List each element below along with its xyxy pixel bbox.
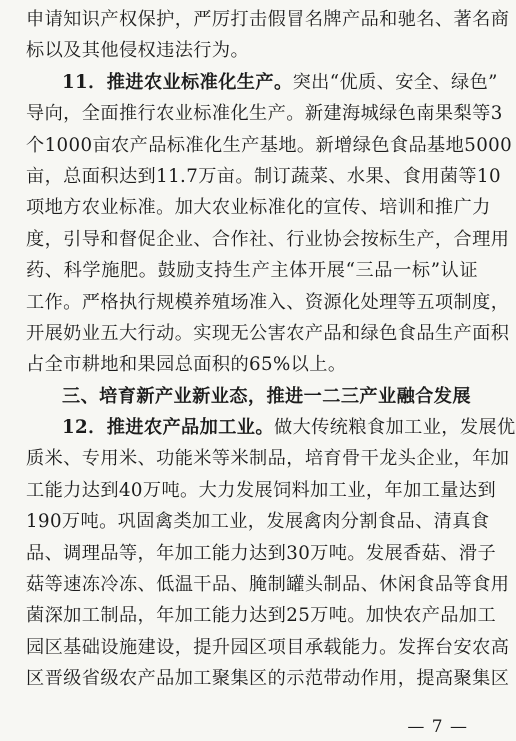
page-number: — 7 — <box>407 717 468 737</box>
text-line: 标以及其他侵权违法行为。 <box>26 40 250 62</box>
text-line: 190万吨。巩固禽类加工业，发展禽肉分割食品、清真食 <box>26 511 490 533</box>
text-line: 个1000亩农产品标准化生产基地。新增绿色食品基地5000 <box>26 134 513 156</box>
item-12-first-line <box>26 412 516 443</box>
text-line: 度，引导和督促企业、合作社、行业协会按标生产，合理用 <box>26 228 510 250</box>
item-12-title: 12．推进农产品加工业。 <box>62 417 274 439</box>
text-line: 品、调理品等，年加工能力达到30万吨。发展香菇、滑子 <box>26 542 497 564</box>
item-11-text: 突出“优质、安全、绿色” <box>292 71 498 93</box>
text-line: 申请知识产权保护，严厉打击假冒名牌产品和驰名、著名商 <box>26 9 510 30</box>
text-line: 工作。严格执行规模养殖场准入、资源化处理等五项制度， <box>26 291 510 313</box>
text-line: 区晋级省级农产品加工聚集区的示范带动作用，提高聚集区 <box>26 668 510 690</box>
item-11-first-line <box>26 67 498 98</box>
text-line: 亩，总面积达到11.7万亩。制订蔬菜、水果、食用菌等10 <box>26 165 501 187</box>
text-line: 药、科学施肥。鼓励支持生产主体开展“三品一标”认证 <box>26 260 478 282</box>
text-line: 园区基础设施建设，提升园区项目承载能力。发挥台安农高 <box>26 636 510 658</box>
text-line: 项地方农业标准。加大农业标准化的宣传、培训和推广力 <box>26 197 491 219</box>
item-11-title: 11．推进农业标准化生产。 <box>62 71 293 93</box>
text-line: 占全市耕地和果园总面积的65%以上。 <box>26 354 347 376</box>
item-12-text: 做大传统粮食加工业，发展优 <box>274 417 516 439</box>
text-line: 开展奶业五大行动。实现无公害农产品和绿色食品生产面积 <box>26 322 510 344</box>
text-line: 菇等速冻冷冻、低温干品、腌制罐头制品、休闲食品等食用 <box>26 574 510 596</box>
text-line: 导向，全面推行农业标准化生产。新建海城绿色南果梨等3 <box>26 103 503 125</box>
section-heading: 三、培育新产业新业态，推进一二三产业融合发展 <box>62 385 471 407</box>
text-line: 菌深加工制品，年加工能力达到25万吨。加快农产品加工 <box>26 605 497 627</box>
text-line: 质米、专用米、功能米等米制品，培育骨干龙头企业，年加 <box>26 448 510 470</box>
text-line: 工能力达到40万吨。大力发展饲料加工业，年加工量达到 <box>26 479 497 501</box>
